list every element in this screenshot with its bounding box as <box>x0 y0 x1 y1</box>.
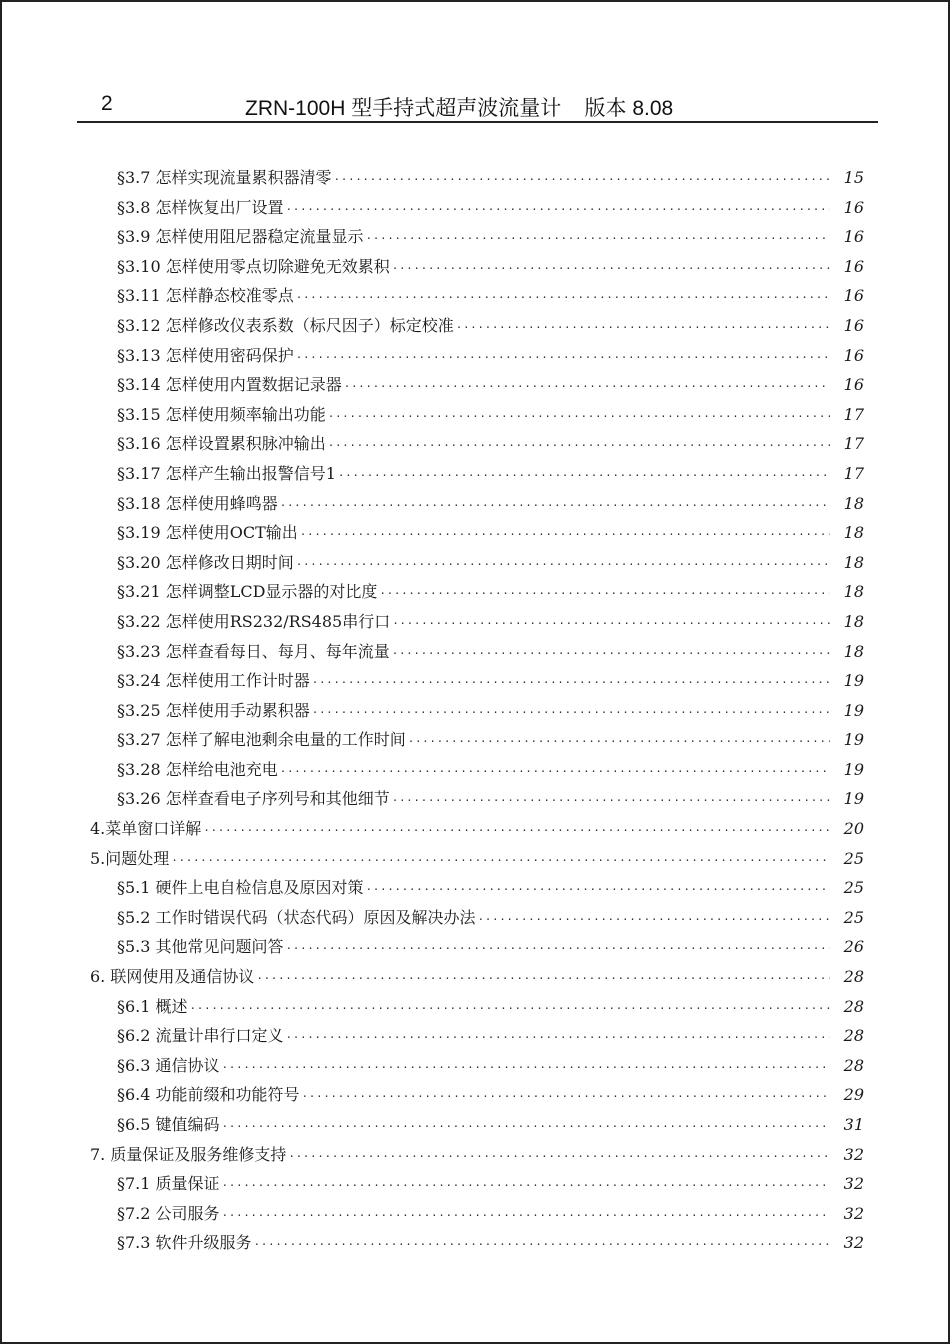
toc-entry-label: §3.10 怎样使用零点切除避免无效累积 <box>117 256 390 276</box>
toc-entry-page-number: 19 <box>843 730 864 750</box>
toc-entry-label: §7.1 质量保证 <box>117 1174 220 1194</box>
toc-entry[interactable] <box>2 1140 950 1170</box>
toc-entry-label: 4.菜单窗口详解 <box>90 819 202 839</box>
dot-leader <box>366 224 830 254</box>
toc-entry[interactable] <box>2 1169 950 1199</box>
toc-entry-line <box>117 903 830 933</box>
toc-entry-line <box>117 1080 830 1110</box>
toc-entry-page-number: 16 <box>843 197 864 217</box>
toc-entry[interactable] <box>2 1199 950 1229</box>
toc-entry-page-number: 32 <box>843 1174 864 1194</box>
toc-entry-label: §7.2 公司服务 <box>117 1203 220 1223</box>
toc-entry-label: §6.2 流量计串行口定义 <box>117 1026 284 1046</box>
toc-entry-line <box>90 962 830 992</box>
toc-entry[interactable] <box>2 873 950 903</box>
dot-leader <box>296 283 830 313</box>
dot-leader <box>334 165 830 195</box>
toc-entry-line <box>117 311 830 341</box>
toc-entry-label: 6. 联网使用及通信协议 <box>90 967 255 987</box>
toc-entry-line <box>117 607 830 637</box>
toc-entry-page-number: 28 <box>843 967 864 987</box>
toc-entry-label: §3.17 怎样产生输出报警信号1 <box>117 463 336 483</box>
dot-leader <box>302 1082 830 1112</box>
dot-leader <box>190 994 830 1024</box>
toc-entry-page-number: 32 <box>843 1203 864 1223</box>
toc-entry[interactable] <box>2 666 950 696</box>
dot-leader <box>379 579 830 609</box>
dot-leader <box>344 372 830 402</box>
toc-entry[interactable] <box>2 429 950 459</box>
toc-entry[interactable] <box>2 637 950 667</box>
dot-leader <box>280 757 830 787</box>
toc-entry-line <box>117 1110 830 1140</box>
toc-entry-label: 5.问题处理 <box>90 848 170 868</box>
dot-leader <box>296 550 830 580</box>
toc-entry-label: §5.3 其他常见问题问答 <box>117 937 284 957</box>
dot-leader <box>222 1053 830 1083</box>
toc-entry[interactable] <box>2 844 950 874</box>
toc-entry-page-number: 16 <box>843 315 864 335</box>
toc-entry-label: §3.18 怎样使用蜂鸣器 <box>117 493 278 513</box>
toc-entry-line <box>117 1169 830 1199</box>
toc-entry[interactable] <box>2 992 950 1022</box>
dot-leader <box>286 1023 830 1053</box>
toc-entry-page-number: 19 <box>843 671 864 691</box>
toc-entry-page-number: 32 <box>843 1144 864 1164</box>
toc-entry-label: §3.9 怎样使用阻尼器稳定流量显示 <box>117 227 364 247</box>
toc-entry-line <box>117 163 830 193</box>
toc-entry-label: §6.1 概述 <box>117 996 188 1016</box>
toc-entry[interactable] <box>2 1228 950 1258</box>
dot-leader <box>392 254 830 284</box>
toc-entry-line <box>117 193 830 223</box>
toc-entry[interactable] <box>2 548 950 578</box>
toc-entry-line <box>117 932 830 962</box>
toc-entry[interactable] <box>2 932 950 962</box>
toc-entry[interactable] <box>2 1110 950 1140</box>
toc-entry-label: §6.3 通信协议 <box>117 1055 220 1075</box>
toc-entry-page-number: 25 <box>843 907 864 927</box>
toc-entry-label: §3.19 怎样使用OCT输出 <box>117 523 298 543</box>
toc-entry-label: §6.4 功能前缀和功能符号 <box>117 1085 300 1105</box>
toc-entry-page-number: 25 <box>843 878 864 898</box>
toc-entry-page-number: 25 <box>843 848 864 868</box>
toc-entry-page-number: 16 <box>843 345 864 365</box>
toc-entry[interactable] <box>2 163 950 193</box>
toc-entry-line <box>117 873 830 903</box>
toc-entry-page-number: 18 <box>843 582 864 602</box>
table-of-contents <box>2 163 950 1258</box>
dot-leader <box>280 491 830 521</box>
toc-entry-label: §6.5 键值编码 <box>117 1115 220 1134</box>
toc-entry-page-number: 17 <box>843 404 864 424</box>
toc-entry-line <box>117 459 830 489</box>
toc-entry-label: §3.11 怎样静态校准零点 <box>117 286 294 306</box>
toc-entry-line <box>117 370 830 400</box>
dot-leader <box>254 1230 830 1260</box>
toc-entry[interactable] <box>2 281 950 311</box>
toc-entry-line <box>117 992 830 1022</box>
toc-entry-line <box>117 400 830 430</box>
toc-entry-page-number: 19 <box>843 759 864 779</box>
dot-leader <box>203 816 830 846</box>
toc-entry[interactable] <box>2 607 950 637</box>
dot-leader <box>300 520 830 550</box>
toc-entry[interactable] <box>2 518 950 548</box>
toc-entry-page-number: 26 <box>843 937 864 957</box>
toc-entry[interactable] <box>2 755 950 785</box>
toc-entry-line <box>90 1140 830 1170</box>
toc-entry-label: §3.14 怎样使用内置数据记录器 <box>117 375 342 395</box>
toc-entry[interactable] <box>2 962 950 992</box>
page-header <box>77 88 878 123</box>
toc-entry-page-number: 17 <box>843 434 864 454</box>
dot-leader <box>478 905 830 935</box>
toc-entry[interactable] <box>2 725 950 755</box>
toc-entry-page-number: 18 <box>843 493 864 513</box>
toc-entry[interactable] <box>2 577 950 607</box>
dot-leader <box>328 402 830 432</box>
dot-leader <box>171 846 830 876</box>
toc-entry[interactable] <box>2 341 950 371</box>
toc-entry-page-number: 17 <box>843 463 864 483</box>
toc-entry-line <box>117 696 830 726</box>
toc-entry-line <box>117 252 830 282</box>
toc-entry-line <box>117 341 830 371</box>
toc-entry-page-number: 16 <box>843 256 864 276</box>
toc-entry[interactable] <box>2 1080 950 1110</box>
toc-entry-label: §3.16 怎样设置累积脉冲输出 <box>117 434 326 454</box>
toc-entry-page-number: 28 <box>843 1055 864 1075</box>
toc-entry[interactable] <box>2 903 950 933</box>
dot-leader <box>222 1201 830 1231</box>
dot-leader <box>392 786 830 816</box>
dot-leader <box>312 698 830 728</box>
toc-entry-page-number: 19 <box>843 700 864 720</box>
toc-entry-line <box>117 548 830 578</box>
toc-entry-label: §3.22 怎样使用RS232/RS485串行口 <box>117 611 391 631</box>
dot-leader <box>392 639 830 669</box>
toc-entry[interactable] <box>2 311 950 341</box>
toc-entry[interactable] <box>2 814 950 844</box>
toc-entry-label: §3.23 怎样查看每日、每月、每年流量 <box>117 641 390 661</box>
toc-entry[interactable] <box>2 1051 950 1081</box>
dot-leader <box>222 1171 830 1201</box>
dot-leader <box>222 1112 830 1142</box>
toc-entry-label: §3.12 怎样修改仪表系数（标尺因子）标定校准 <box>117 315 454 335</box>
toc-entry[interactable] <box>2 696 950 726</box>
toc-entry[interactable] <box>2 459 950 489</box>
toc-entry-line <box>90 844 830 874</box>
toc-entry-page-number: 32 <box>843 1233 864 1253</box>
toc-entry-page-number: 31 <box>843 1115 864 1134</box>
dot-leader <box>286 195 830 225</box>
dot-leader <box>286 934 830 964</box>
toc-entry-line <box>117 1228 830 1258</box>
toc-entry-page-number: 19 <box>843 789 864 809</box>
toc-entry-line <box>117 1051 830 1081</box>
dot-leader <box>392 609 830 639</box>
toc-entry-line <box>117 637 830 667</box>
toc-entry-line <box>117 429 830 459</box>
toc-entry-line <box>117 784 830 814</box>
toc-entry-label: §3.15 怎样使用频率输出功能 <box>117 404 326 424</box>
dot-leader <box>366 875 830 905</box>
toc-entry-page-number: 18 <box>843 611 864 631</box>
toc-entry-label: §3.24 怎样使用工作计时器 <box>117 671 310 691</box>
toc-entry-label: §5.2 工作时错误代码（状态代码）原因及解决办法 <box>117 907 476 927</box>
toc-entry-label: §3.8 怎样恢复出厂设置 <box>117 197 284 217</box>
toc-entry-label: §3.25 怎样使用手动累积器 <box>117 700 310 720</box>
dot-leader <box>296 343 830 373</box>
dot-leader <box>338 461 830 491</box>
toc-entry-label: 7. 质量保证及服务维修支持 <box>90 1144 287 1164</box>
toc-entry-page-number: 29 <box>843 1085 864 1105</box>
toc-entry[interactable] <box>2 1021 950 1051</box>
toc-entry-label: §7.3 软件升级服务 <box>117 1233 252 1253</box>
toc-entry-page-number: 20 <box>843 819 864 839</box>
toc-entry-page-number: 18 <box>843 641 864 661</box>
dot-leader <box>288 1142 830 1172</box>
toc-entry-line <box>90 814 830 844</box>
toc-entry-label: §3.26 怎样查看电子序列号和其他细节 <box>117 789 390 809</box>
toc-entry-line <box>117 666 830 696</box>
toc-entry-page-number: 15 <box>843 168 864 187</box>
toc-entry-line <box>117 222 830 252</box>
toc-entry-line <box>117 577 830 607</box>
toc-entry-label: §5.1 硬件上电自检信息及原因对策 <box>117 878 364 898</box>
toc-entry-label: §3.27 怎样了解电池剩余电量的工作时间 <box>117 730 406 750</box>
toc-entry-label: §3.28 怎样给电池充电 <box>117 759 278 779</box>
toc-entry-page-number: 28 <box>843 1026 864 1046</box>
toc-entry-line <box>117 518 830 548</box>
dot-leader <box>456 313 830 343</box>
toc-entry[interactable] <box>2 489 950 519</box>
toc-entry[interactable] <box>2 252 950 282</box>
header-title: ZRN-100H 型手持式超声波流量计 版本 8.08 <box>245 97 674 120</box>
dot-leader <box>328 431 830 461</box>
toc-entry-label: §3.20 怎样修改日期时间 <box>117 552 294 572</box>
toc-entry-page-number: 18 <box>843 523 864 543</box>
toc-entry-label: §3.7 怎样实现流量累积器清零 <box>117 168 332 187</box>
toc-entry-label: §3.13 怎样使用密码保护 <box>117 345 294 365</box>
toc-entry[interactable] <box>2 370 950 400</box>
toc-entry-line <box>117 1021 830 1051</box>
toc-entry-line <box>117 1199 830 1229</box>
toc-entry[interactable] <box>2 222 950 252</box>
toc-entry-page-number: 16 <box>843 286 864 306</box>
toc-entry-page-number: 28 <box>843 996 864 1016</box>
toc-entry-page-number: 18 <box>843 552 864 572</box>
dot-leader <box>312 668 830 698</box>
toc-entry-line <box>117 489 830 519</box>
toc-entry-page-number: 16 <box>843 375 864 395</box>
toc-entry[interactable] <box>2 400 950 430</box>
toc-entry[interactable] <box>2 193 950 223</box>
toc-entry[interactable] <box>2 784 950 814</box>
toc-entry-page-number: 16 <box>843 227 864 247</box>
dot-leader <box>408 727 830 757</box>
toc-entry-label: §3.21 怎样调整LCD显示器的对比度 <box>117 582 378 602</box>
toc-entry-line <box>117 281 830 311</box>
dot-leader <box>256 964 830 994</box>
toc-entry-line <box>117 725 830 755</box>
toc-entry-line <box>117 755 830 785</box>
page-number: 2 <box>101 92 113 115</box>
